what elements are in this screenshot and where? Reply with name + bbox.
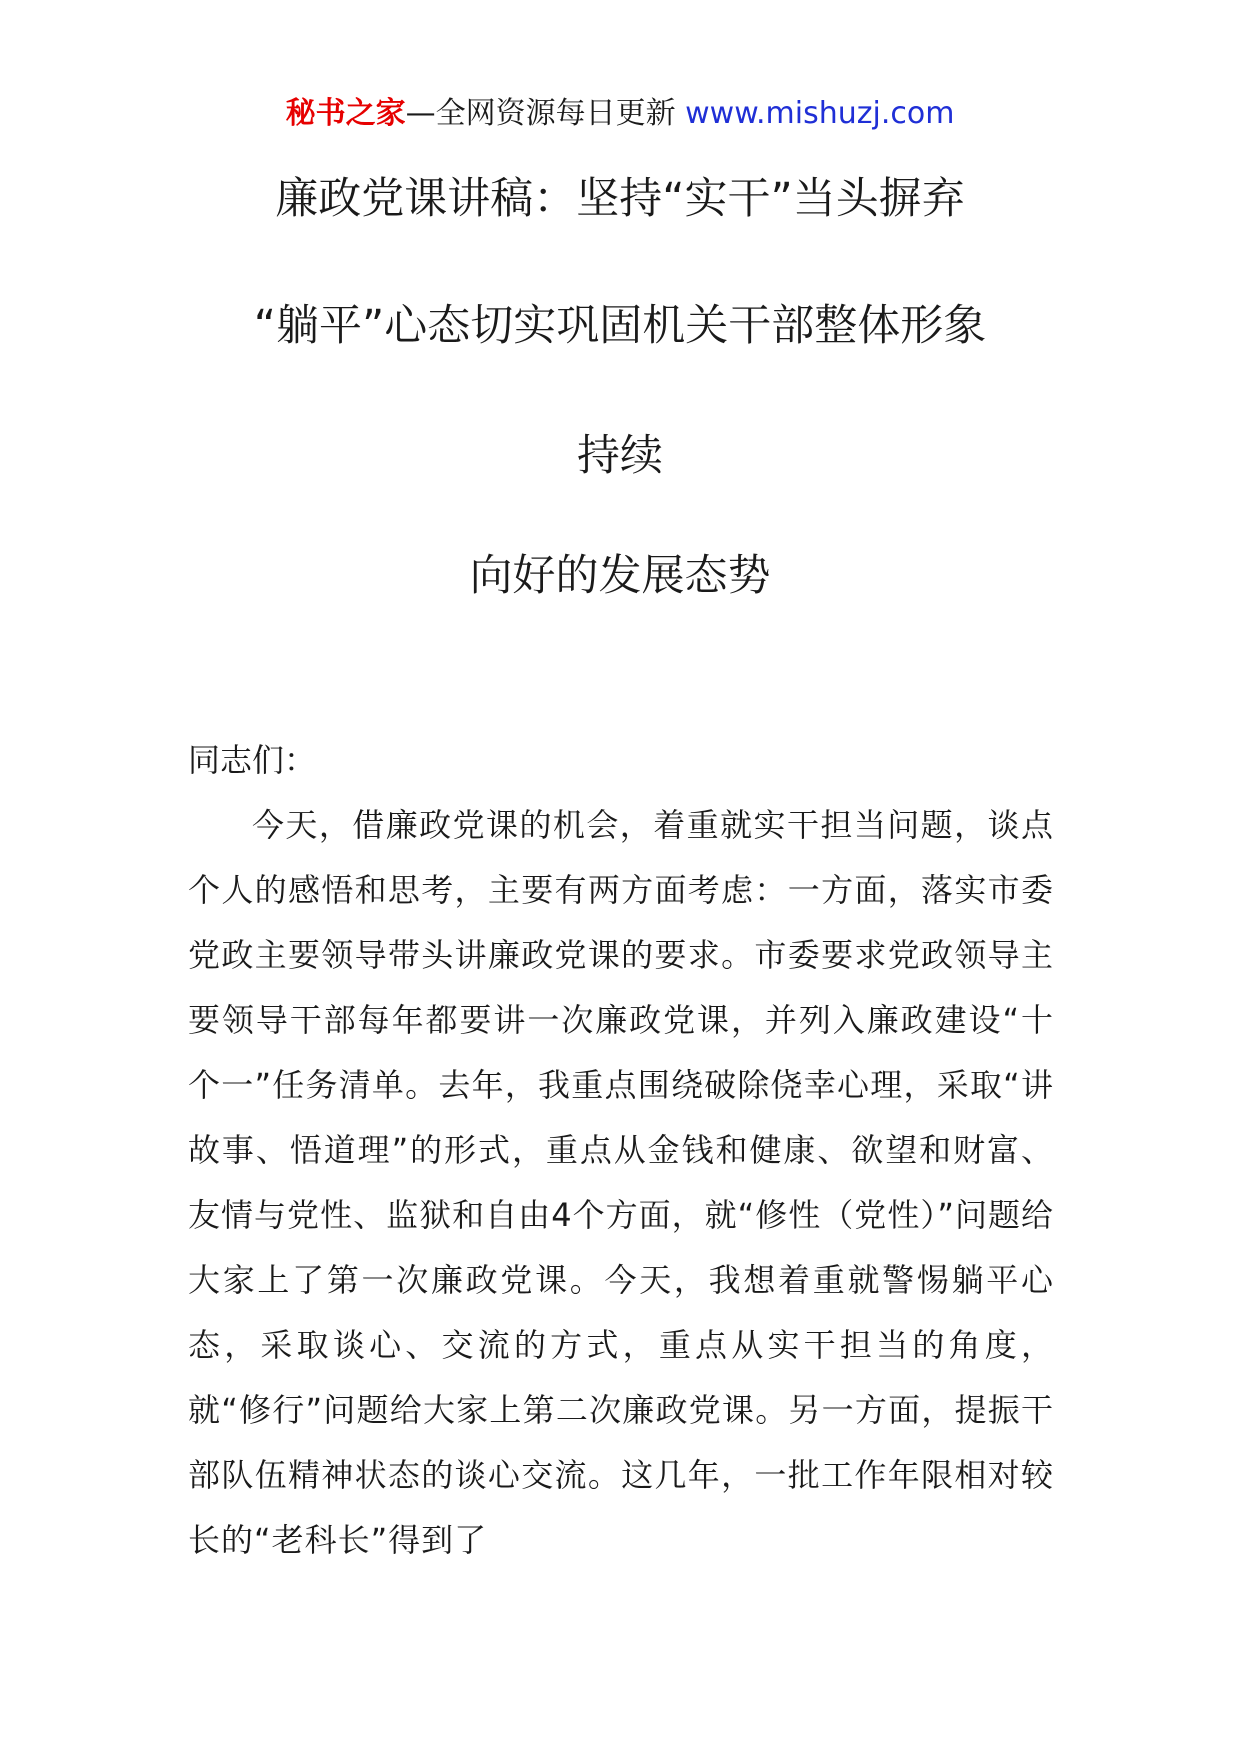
site-header bbox=[0, 94, 1240, 134]
site-url-link[interactable]: www.mishuzj.com bbox=[685, 96, 955, 131]
salutation: 同志们： bbox=[188, 741, 317, 779]
body-paragraph: 今天，借廉政党课的机会，着重就实干担当问题，谈点个人的感悟和思考，主要有两方面考虑：一方面，落实市委党政主要领导带头讲廉政党课的要求。市委要求党政领导主要领导干部每年都要讲一次廉政党课，并列入廉政建设“十个一”任务清单。去年，我重点围绕破除侥幸心理，采取“讲故事、悟道理”的形式，重点从金钱和健康、欲望和财富、友情与党性、监狱和自由4个方面，就“修性（党性）”问题给大家上了第一次廉政党课。今天，我想着重就警惕躺平心态，采取谈心、交流的方式，重点从实干担当的角度，就“修行”问题给大家上第二次廉政党课。另一方面，提振干部队伍精神状态的谈心交流。这几年，一批工作年限相对较长的“老科长”得到了 bbox=[188, 806, 1054, 1559]
document-title-line-2: “躺平”心态切实巩固机关干部整体形象 bbox=[253, 301, 987, 351]
document-title-line-3: 持续 bbox=[577, 431, 663, 481]
document-title-line-4: 向好的发展态势 bbox=[469, 551, 771, 601]
document-body bbox=[188, 728, 1054, 1573]
site-tagline: —全网资源每日更新 bbox=[405, 96, 686, 131]
site-brand: 秘书之家 bbox=[285, 96, 406, 131]
document-title-line-1: 廉政党课讲稿：坚持“实干”当头摒弃 bbox=[275, 174, 965, 224]
